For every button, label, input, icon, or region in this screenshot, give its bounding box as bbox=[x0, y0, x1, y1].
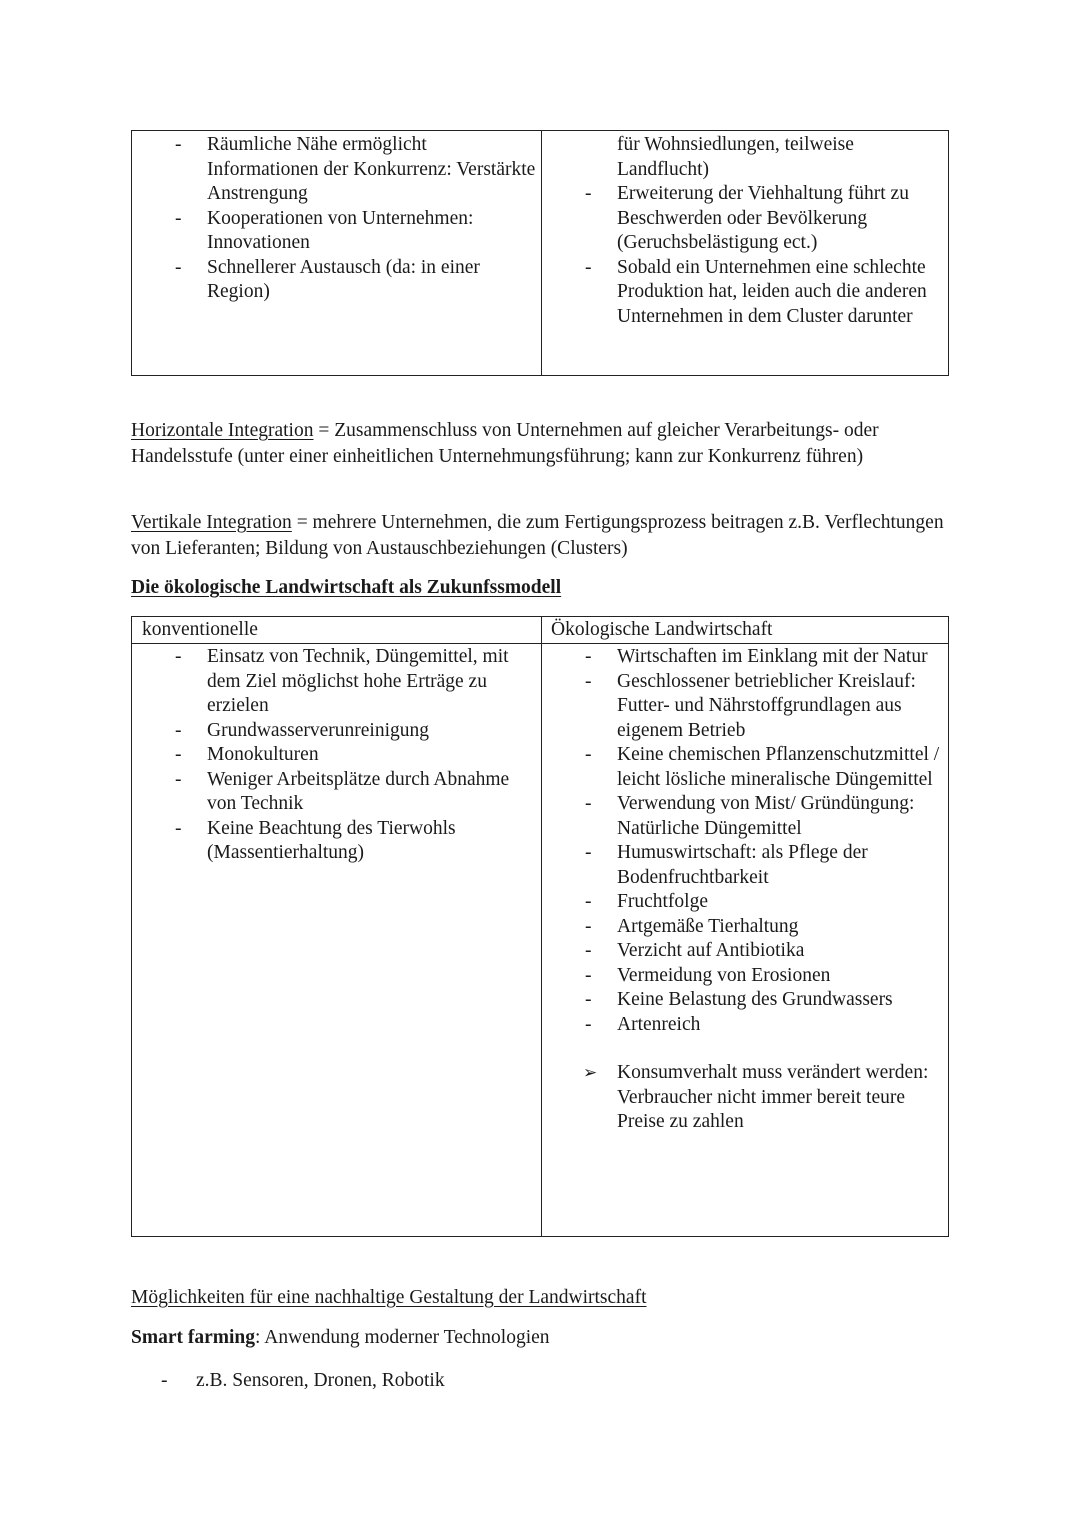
smart-farming-term: Smart farming bbox=[131, 1327, 256, 1348]
dash-bullet-icon: - bbox=[585, 670, 592, 692]
list-item bbox=[542, 939, 949, 964]
dash-bullet-icon: - bbox=[175, 646, 182, 667]
list-item-text: Fruchtfolge bbox=[617, 891, 708, 912]
list-item bbox=[131, 1369, 949, 1394]
list-item-text: Artenreich bbox=[617, 1013, 701, 1035]
list-item-text: Erweiterung der Viehhaltung führt zu Beschwerden oder Bevölkerung (Geruchsbelästigung ect.) bbox=[617, 183, 909, 253]
list-item-text: Keine Beachtung des Tierwohls (Massentierhaltung) bbox=[207, 817, 456, 863]
pros-list bbox=[132, 133, 541, 305]
list-item bbox=[132, 743, 541, 768]
list-item bbox=[132, 817, 541, 866]
horizontal-integration-paragraph bbox=[131, 418, 949, 470]
list-item-text: Humuswirtschaft: als Pflege der Bodenfruchtbarkeit bbox=[617, 842, 868, 888]
section-heading: Die ökologische Landwirtschaft als Zukunfssmodell bbox=[131, 577, 562, 598]
dash-bullet-icon: - bbox=[585, 842, 592, 863]
dash-bullet-icon: - bbox=[175, 817, 182, 839]
horizontal-integration-definition: = Zusammenschluss von Unternehmen auf gleicher Verarbeitungs- oder Handelsstufe (unter einer einheitlichen Unternehmungsführung; kann zur Konkurrenz führen) bbox=[131, 420, 879, 467]
list-item bbox=[542, 670, 949, 744]
conclusion-list bbox=[542, 1061, 949, 1135]
dash-bullet-icon: - bbox=[585, 744, 592, 765]
dash-bullet-icon: - bbox=[585, 940, 592, 961]
dash-bullet-icon: - bbox=[585, 964, 592, 986]
conclusion-text: Konsumverhalt muss verändert werden: Verbraucher nicht immer bereit teure Preise zu zahlen bbox=[617, 1062, 929, 1132]
list-item-text: Wirtschaften im Einklang mit der Natur bbox=[617, 646, 928, 667]
horizontal-integration-term: Horizontale Integration bbox=[131, 420, 314, 441]
list-item-text: Vermeidung von Erosionen bbox=[617, 964, 831, 986]
dash-bullet-icon: - bbox=[585, 915, 592, 937]
list-item bbox=[132, 133, 541, 207]
organic-list bbox=[542, 645, 949, 1037]
conventional-column bbox=[132, 645, 541, 866]
list-item bbox=[542, 964, 949, 989]
dash-bullet-icon: - bbox=[175, 134, 182, 155]
list-item bbox=[132, 719, 541, 744]
list-item-text: Sobald ein Unternehmen eine schlechte Produktion hat, leiden auch die anderen Unternehmen in dem Cluster darunter bbox=[617, 256, 927, 327]
list-item-text: Einsatz von Technik, Düngemittel, mit dem Ziel möglichst hohe Erträge zu erzielen bbox=[207, 646, 509, 716]
dash-bullet-icon: - bbox=[585, 989, 592, 1010]
list-item bbox=[132, 768, 541, 817]
list-item bbox=[542, 890, 949, 915]
list-item bbox=[542, 256, 949, 330]
conclusion-item bbox=[542, 1061, 949, 1135]
pros-column bbox=[132, 133, 541, 305]
list-item-text: Kooperationen von Unternehmen: Innovationen bbox=[207, 207, 474, 253]
list-item-text: Geschlossener betrieblicher Kreislauf: Futter- und Nährstoffgrundlagen aus eigenem Betrieb bbox=[617, 670, 916, 741]
cluster-pros-cons-table bbox=[131, 130, 949, 376]
list-item-text: Weniger Arbeitsplätze durch Abnahme von Technik bbox=[207, 768, 510, 814]
list-item bbox=[542, 792, 949, 841]
list-item-text: z.B. Sensoren, Dronen, Robotik bbox=[196, 1370, 445, 1391]
list-item bbox=[542, 645, 949, 670]
organic-column bbox=[542, 645, 949, 1135]
smart-farming-list bbox=[131, 1369, 949, 1394]
list-item bbox=[542, 841, 949, 890]
list-item bbox=[542, 182, 949, 256]
smart-farming-definition: : Anwendung moderner Technologien bbox=[255, 1327, 550, 1348]
dash-bullet-icon: - bbox=[585, 1013, 592, 1035]
list-item-text: Schnellerer Austausch (da: in einer Region) bbox=[207, 256, 480, 302]
list-item bbox=[132, 207, 541, 256]
list-item-text: Keine chemischen Pflanzenschutzmittel / leicht lösliche mineralische Düngemittel bbox=[617, 744, 940, 790]
dash-bullet-icon: - bbox=[585, 183, 592, 204]
dash-bullet-icon: - bbox=[585, 793, 592, 814]
dash-bullet-icon: - bbox=[175, 256, 182, 278]
vertical-integration-term: Vertikale Integration bbox=[131, 512, 292, 533]
list-item-text: Artgemäße Tierhaltung bbox=[617, 915, 799, 937]
cons-continuation-text: für Wohnsiedlungen, teilweise Landflucht) bbox=[617, 134, 854, 180]
list-item bbox=[542, 915, 949, 940]
conventional-list bbox=[132, 645, 541, 866]
dash-bullet-icon: - bbox=[585, 891, 592, 912]
list-item-text: Monokulturen bbox=[207, 744, 319, 765]
list-item bbox=[542, 988, 949, 1013]
header-organic: Ökologische Landwirtschaft bbox=[551, 619, 773, 640]
dash-bullet-icon: - bbox=[585, 646, 592, 667]
list-item-text: Räumliche Nähe ermöglicht Informationen der Konkurrenz: Verstärkte Anstrengung bbox=[207, 134, 536, 204]
smart-farming-paragraph bbox=[131, 1326, 949, 1351]
cons-column bbox=[542, 133, 949, 329]
cons-list bbox=[542, 182, 949, 329]
possibilities-heading: Möglichkeiten für eine nachhaltige Gestaltung der Landwirtschaft bbox=[131, 1287, 647, 1308]
dash-bullet-icon: - bbox=[161, 1370, 168, 1391]
vertical-integration-definition: = mehrere Unternehmen, die zum Fertigungsprozess beitragen z.B. Verflechtungen von Lieferanten; Bildung von Austauschbeziehungen (Clusters) bbox=[131, 512, 944, 559]
header-conventional: konventionelle bbox=[142, 619, 258, 640]
list-item bbox=[132, 645, 541, 719]
list-item-text: Verwendung von Mist/ Gründüngung: Natürliche Düngemittel bbox=[617, 793, 915, 839]
dash-bullet-icon: - bbox=[175, 719, 182, 741]
list-item bbox=[542, 743, 949, 792]
vertical-integration-paragraph bbox=[131, 510, 949, 562]
dash-bullet-icon: - bbox=[175, 768, 182, 790]
list-item bbox=[542, 1013, 949, 1038]
dash-bullet-icon: - bbox=[175, 207, 182, 229]
list-item-text: Keine Belastung des Grundwassers bbox=[617, 989, 893, 1010]
list-item bbox=[132, 256, 541, 305]
dash-bullet-icon: - bbox=[175, 744, 182, 765]
list-item-text: Verzicht auf Antibiotika bbox=[617, 940, 805, 961]
arrow-bullet-icon: ➢ bbox=[583, 1063, 598, 1082]
list-item-text: Grundwasserverunreinigung bbox=[207, 719, 430, 741]
dash-bullet-icon: - bbox=[585, 256, 592, 278]
agriculture-comparison-table bbox=[131, 616, 949, 1237]
